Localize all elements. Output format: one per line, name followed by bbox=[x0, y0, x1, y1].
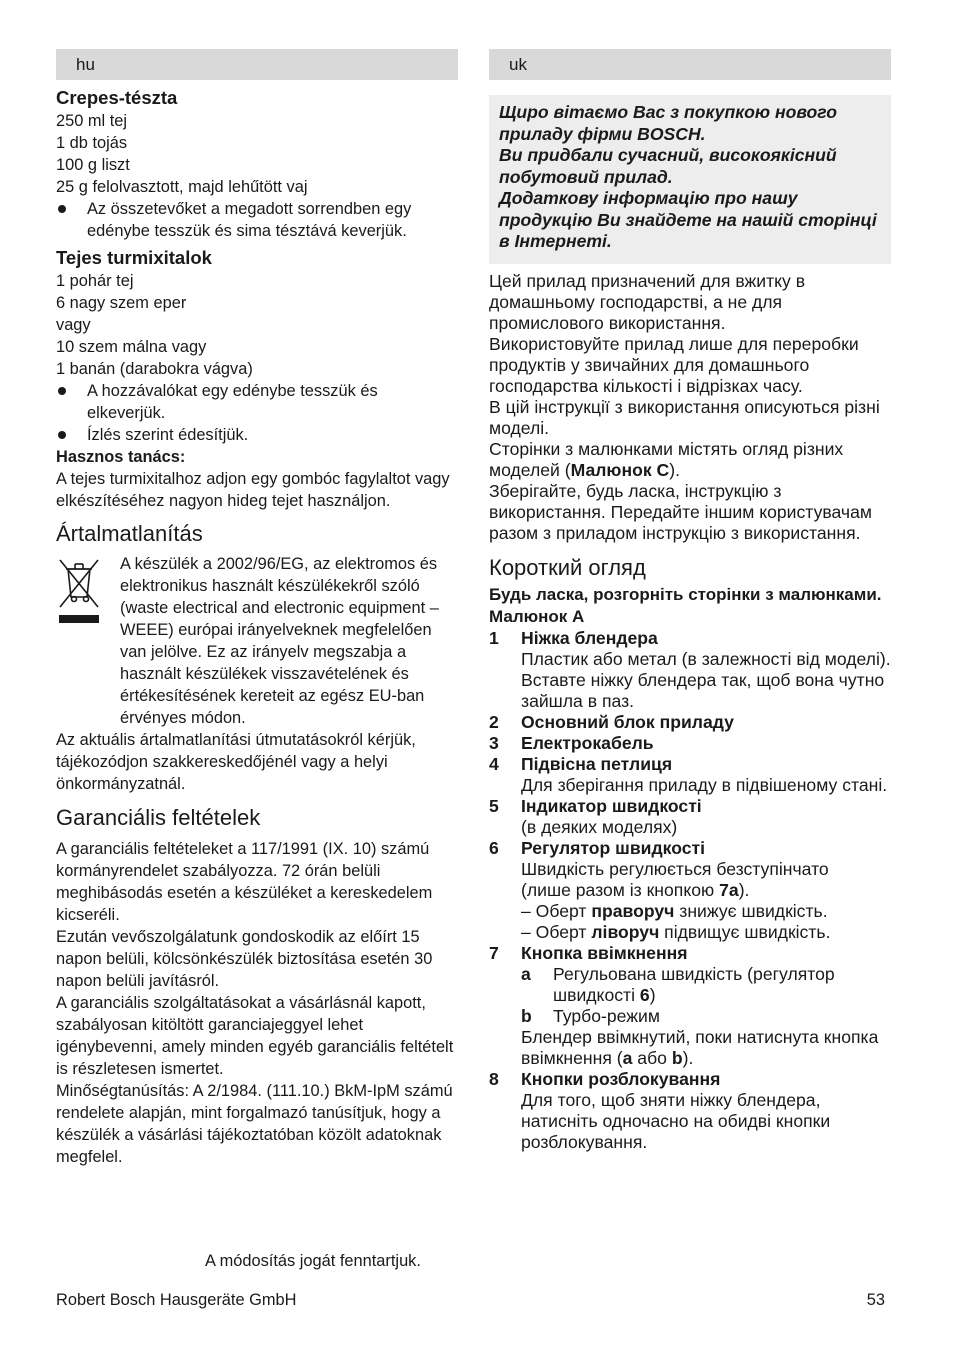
shake-instruction: Ízlés szerint édesítjük. bbox=[56, 424, 458, 446]
welcome-box bbox=[489, 95, 891, 264]
weee-text: A készülék a 2002/96/EG, az elektromos és elektronikus használt készülékekről szóló (waste electrical and electronic equipment – WEEE) európai irányelveknek megfelelően van jelölve. Ez az irányelv megszabja a használt készülékek visszavételének és értékesítésének kereteit az egész EU-ban érvényes módon. bbox=[120, 555, 439, 727]
tip-text: A tejes turmixitalhoz adjon egy gombóc fagylaltot vagy elkészítéséhez nagyon hideg tejet használjon. bbox=[56, 470, 450, 510]
part-item: 1 Ніжка блендера Пластик або метал (в залежності від моделі). Вставте ніжку блендера так, щоб вона чутно зайшла в паз. bbox=[489, 627, 891, 711]
language-label-hu: hu bbox=[56, 49, 458, 80]
footer-company: Robert Bosch Hausgeräte GmbH bbox=[56, 1291, 297, 1309]
crepes-ingredient: 100 g liszt bbox=[56, 156, 130, 174]
hungarian-column bbox=[56, 49, 458, 1168]
tip-title: Hasznos tanács: bbox=[56, 448, 186, 466]
overview-title: Короткий огляд bbox=[489, 554, 646, 580]
part-item: 8 Кнопки розблокування Для того, щоб зняти ніжку блендера, натисніть одночасно на обидві кнопки розблокування. bbox=[489, 1068, 831, 1152]
sub-item: b Турбо-режим bbox=[521, 1005, 660, 1026]
disposal-text: Az aktuális ártalmatlanítási útmutatásokról kérjük, tájékozódjon szakkereskedőjénél vagy a helyi önkormányzatnál. bbox=[56, 731, 416, 793]
overview-lead: Будь ласка, розгорніть сторінки з малюнками. bbox=[489, 584, 882, 604]
part-item: 3 Електрокабель bbox=[489, 732, 654, 753]
warranty-paragraph: A garanciális szolgáltatásokat a vásárlásnál kapott, szabályosan kitöltött garanciajeggyel lehet igénybevenni, amely minden egyéb garanciális feltételt is részletesen ismertet. bbox=[56, 994, 454, 1078]
language-label-uk: uk bbox=[489, 49, 891, 80]
warranty-paragraph: A garanciális feltételeket a 117/1991 (IX. 10) számú kormányrendelet szabályozza. 72 órán belüli meghibásodás esetén a készüléket a kereskedelem kicseréli. bbox=[56, 840, 433, 924]
shake-title: Tejes turmixitalok bbox=[56, 247, 212, 268]
shake-ingredient: 10 szem málna vagy bbox=[56, 338, 207, 356]
crepes-ingredient: 1 db tojás bbox=[56, 134, 128, 152]
shake-ingredient: 1 pohár tej bbox=[56, 272, 134, 290]
disposal-title: Ártalmatlanítás bbox=[56, 521, 203, 546]
figure-label: Малюнок А bbox=[489, 606, 585, 626]
warranty-title: Garanciális feltételek bbox=[56, 805, 261, 830]
welcome-line: Ви придбали сучасний, високоякісний побутовий прилад. bbox=[499, 145, 837, 187]
page-number: 53 bbox=[866, 1291, 885, 1309]
welcome-line: Додаткову інформацію про нашу продукцію Ви знайдете на нашій сторінці в Інтернеті. bbox=[499, 188, 877, 251]
shake-ingredient: 1 banán (darabokra vágva) bbox=[56, 360, 253, 378]
crepes-title: Crepes-tészta bbox=[56, 87, 178, 108]
body-paragraph: Використовуйте прилад лише для переробки продуктів у звичайних для домашнього господарства кількості і відрізках часу. bbox=[489, 333, 859, 396]
crepes-instruction: Az összetevőket a megadott sorrendben egy edénybe tesszük és sima tésztává keverjük. bbox=[56, 198, 458, 242]
body-paragraph: Цей прилад призначений для вжитку в домашньому господарстві, а не для промислового використання. bbox=[489, 270, 806, 333]
part-item: 5 Індикатор швидкості (в деяких моделях) bbox=[489, 795, 702, 837]
part-item: 2 Основний блок приладу bbox=[489, 711, 734, 732]
body-paragraph: Зберігайте, будь ласка, інструкцію з використання. Передайте іншим користувачам разом з приладом інструкцію з використання. bbox=[489, 480, 872, 543]
part-item: 7 Кнопка ввімкнення a Регульована швидкість (регулятор швидкості 6) b Турбо-режим Блендер ввімкнутий, поки натиснута кнопка ввімкнення (a або b). bbox=[489, 943, 891, 1069]
crepes-ingredient: 250 ml tej bbox=[56, 112, 128, 130]
body-paragraph: В цій інструкції з використання описуються різні моделі. bbox=[489, 396, 880, 438]
shake-instruction: A hozzávalókat egy edénybe tesszük és elkeverjük. bbox=[56, 380, 458, 424]
crepes-ingredient: 25 g felolvasztott, majd lehűtött vaj bbox=[56, 178, 308, 196]
warranty-paragraph: Minőségtanúsítás: A 2/1984. (111.10.) BkM-IpM számú rendelete alapján, mint forgalmazó tanúsítjuk, hogy a készülék a vásárlási tájékoztatóban közölt adatoknak megfelel. bbox=[56, 1082, 453, 1166]
welcome-line: Щиро вітаємо Вас з покупкою нового приладу фірми BOSCH. bbox=[499, 102, 837, 144]
warranty-paragraph: Ezután vevőszolgálatunk gondoskodik az előírt 15 napon belüli, kölcsönkészülék biztosítása esetén 30 napon belüli javításról. bbox=[56, 928, 433, 990]
part-item: 6 Регулятор швидкості Швидкість регулюється безступінчато (лише разом із кнопкою 7a). – Оберт праворуч знижує швидкість. – Оберт ліворуч підвищує швидкість. bbox=[489, 837, 831, 942]
modification-note: A módosítás jogát fenntartjuk. bbox=[205, 1252, 421, 1270]
body-paragraph: Сторінки з малюнками містять огляд різних моделей (Малюнок C). bbox=[489, 438, 844, 480]
ukrainian-column bbox=[489, 49, 891, 1153]
sub-item: a Регульована швидкість (регулятор швидкості 6) bbox=[521, 963, 835, 1005]
shake-ingredient: 6 nagy szem eper bbox=[56, 294, 187, 312]
crossed-bin-icon bbox=[56, 553, 120, 729]
part-item: 4 Підвісна петлиця Для зберігання приладу в підвішеному стані. bbox=[489, 753, 888, 795]
shake-ingredient: vagy bbox=[56, 316, 91, 334]
